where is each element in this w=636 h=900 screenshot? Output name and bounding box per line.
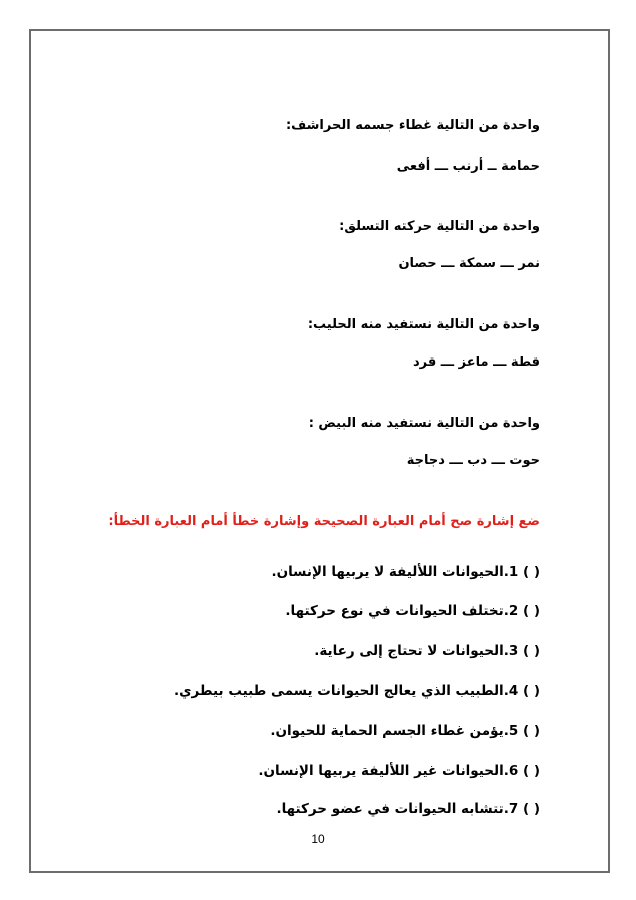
- question-4-options: حوت ـــ دب ـــ دجاجة: [406, 453, 540, 468]
- question-3-options: قطة ـــ ماعز ـــ قرد: [413, 355, 540, 370]
- statement-1-text: الحيوانات اللأليفة لا يربيها الإنسان.: [271, 564, 504, 580]
- statement-2-text: تختلف الحيوانات في نوع حركتها.: [285, 603, 504, 619]
- statement-6-text: الحيوانات غير اللأليفة يربيها الإنسان.: [258, 763, 504, 779]
- page-number: 10: [311, 832, 325, 846]
- statement-2: [285, 602, 540, 620]
- question-3-prompt: واحدة من التالية نستفيد منه الحليب:: [307, 317, 540, 332]
- answer-box-4[interactable]: ( ): [522, 683, 540, 699]
- answer-box-5[interactable]: ( ): [522, 723, 540, 739]
- statement-4-text: الطبيب الذي يعالج الحيوانات يسمى طبيب بيطري.: [174, 683, 504, 699]
- question-4-prompt: واحدة من التالية نستفيد منه البيض :: [308, 416, 540, 431]
- statement-1-number: 1.: [503, 564, 519, 580]
- statement-2-number: 2.: [503, 603, 519, 619]
- answer-box-3[interactable]: ( ): [522, 643, 540, 659]
- statement-3: [314, 642, 540, 660]
- question-2-options: نمر ـــ سمكة ـــ حصان: [398, 256, 540, 271]
- statement-4: [174, 682, 540, 700]
- answer-box-7[interactable]: ( ): [522, 801, 540, 817]
- answer-box-6[interactable]: ( ): [522, 763, 540, 779]
- question-2-prompt: واحدة من التالية حركته التسلق:: [339, 219, 540, 234]
- statement-7: [276, 800, 540, 818]
- statement-5: [270, 722, 540, 740]
- question-1-prompt: واحدة من التالية غطاء جسمه الحراشف:: [285, 118, 540, 133]
- statement-6: [258, 762, 540, 780]
- statement-3-number: 3.: [503, 643, 519, 659]
- question-1-options: حمامة ــ أرنب ـــ أفعى: [396, 159, 540, 174]
- statement-4-number: 4.: [503, 683, 519, 699]
- instruction-heading: ضع إشارة صح أمام العبارة الصحيحة وإشارة خطأ أمام العبارة الخطأ:: [108, 514, 540, 529]
- answer-box-1[interactable]: ( ): [522, 564, 540, 580]
- statement-3-text: الحيوانات لا تحتاج إلى رعاية.: [314, 643, 504, 659]
- statement-7-number: 7.: [503, 801, 519, 817]
- page-border: [29, 29, 610, 873]
- statement-6-number: 6.: [503, 763, 519, 779]
- statement-5-number: 5.: [503, 723, 519, 739]
- statement-5-text: يؤمن غطاء الجسم الحماية للحيوان.: [270, 723, 504, 739]
- statement-7-text: تتشابه الحيوانات في عضو حركتها.: [276, 801, 504, 817]
- answer-box-2[interactable]: ( ): [522, 603, 540, 619]
- statement-1: [271, 563, 540, 581]
